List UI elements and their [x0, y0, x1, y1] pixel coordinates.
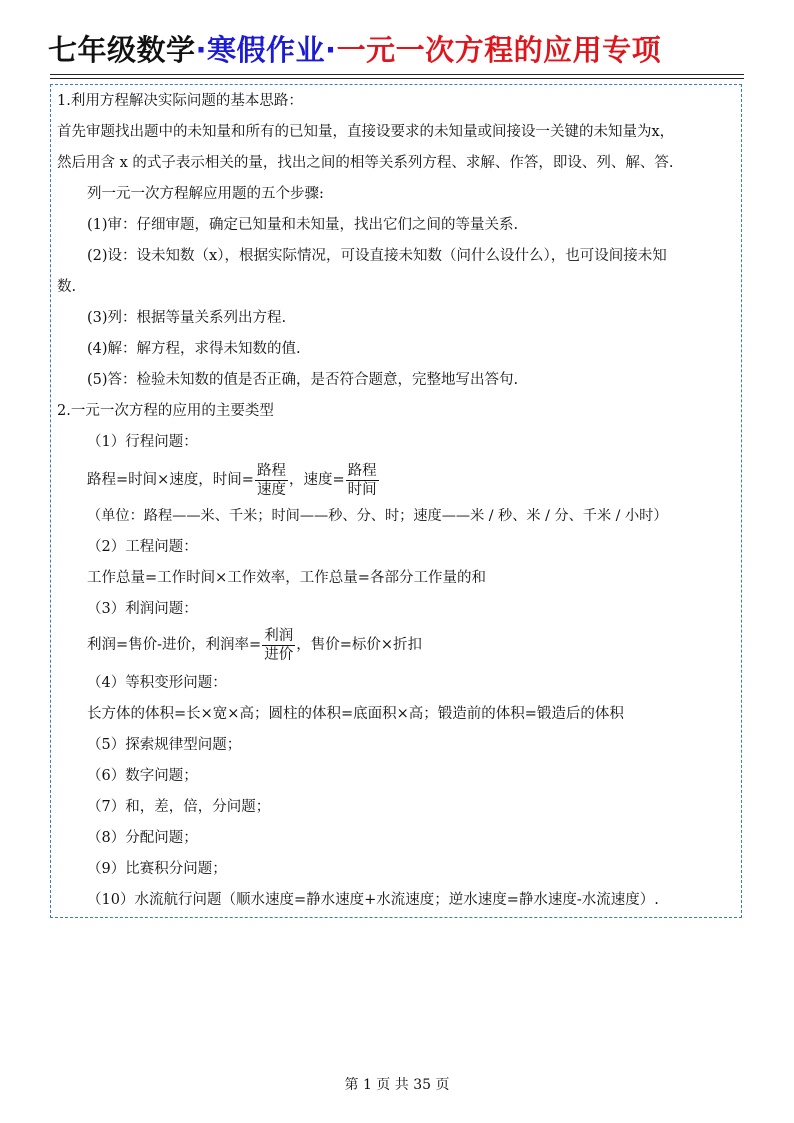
type-3-heading: （3）利润问题： [87, 601, 198, 617]
formula-text: 路程=时间×速度，时间= [87, 472, 254, 488]
type-1-heading: （1）行程问题： [87, 434, 198, 450]
header-rule-thin [50, 78, 744, 79]
step-2-line1: (2)设：设未知数（x），根据实际情况，可设直接未知数（问什么设什么），也可设间接未知 [87, 248, 667, 264]
page-footer: 第 1 页 共 35 页 [344, 1077, 450, 1093]
type-10: （10）水流航行问题（顺水速度=静水速度+水流速度；逆水速度=静水速度-水流速度）. [87, 892, 659, 908]
section1-paragraph-line2: 然后用含 x 的式子表示相关的量，找出之间的相等关系列方程、求解、作答，即设、列、解、答. [57, 155, 674, 171]
formula-text: ，速度= [288, 472, 345, 488]
type-6: （6）数字问题； [87, 768, 198, 784]
step-5: (5)答：检验未知数的值是否正确，是否符合题意，完整地写出答句. [87, 372, 519, 388]
fraction-denominator: 进价 [264, 646, 294, 663]
type-8: （8）分配问题； [87, 830, 198, 846]
step-4: (4)解：解方程，求得未知数的值. [87, 341, 301, 357]
fraction [262, 628, 295, 663]
header-category: ·寒假作业· [195, 33, 337, 67]
fraction-numerator: 路程 [347, 462, 377, 479]
steps-intro: 列一元一次方程解应用题的五个步骤: [87, 186, 324, 202]
formula-text: ，售价=标价×折扣 [296, 637, 423, 653]
fraction [255, 463, 288, 498]
formula-text: 利润=售价-进价，利润率= [87, 637, 262, 653]
fraction-numerator: 利润 [264, 627, 294, 644]
step-2-line2: 数. [57, 279, 77, 295]
fraction-numerator: 路程 [256, 462, 286, 479]
type-2-formula: 工作总量=工作时间×工作效率，工作总量=各部分工作量的和 [87, 570, 486, 586]
fraction-denominator: 时间 [347, 481, 377, 498]
type-4-formula: 长方体的体积=长×宽×高；圆柱的体积=底面积×高；锻造前的体积=锻造后的体积 [87, 706, 624, 722]
type-5: （5）探索规律型问题； [87, 737, 242, 753]
header-topic: 一元一次方程的应用专项 [336, 33, 662, 67]
section1-paragraph-line1: 首先审题找出题中的未知量和所有的已知量，直接设要求的未知量或间接设一关键的未知量为x， [57, 124, 675, 140]
header-rule-thick [50, 74, 744, 75]
section1-title: 1.利用方程解决实际问题的基本思路： [57, 93, 303, 109]
content-box [50, 84, 742, 918]
section2-title: 2.一元一次方程的应用的主要类型 [57, 403, 274, 419]
type-1-formula [87, 459, 380, 501]
type-9: （9）比赛积分问题； [87, 861, 227, 877]
page-header [48, 30, 748, 70]
type-7: （7）和，差，倍，分问题； [87, 799, 271, 815]
type-2-heading: （2）工程问题： [87, 539, 198, 555]
type-4-heading: （4）等积变形问题： [87, 675, 227, 691]
fraction [346, 463, 379, 498]
type-1-units: （单位：路程——米、千米；时间——秒、分、时；速度——米 / 秒、米 / 分、千米 / 小时） [87, 508, 668, 524]
step-3: (3)列：根据等量关系列出方程. [87, 310, 287, 326]
type-3-formula [87, 624, 422, 666]
header-subject: 七年级数学 [48, 33, 196, 67]
fraction-denominator: 速度 [256, 481, 286, 498]
step-1: (1)审：仔细审题，确定已知量和未知量，找出它们之间的等量关系. [87, 217, 519, 233]
